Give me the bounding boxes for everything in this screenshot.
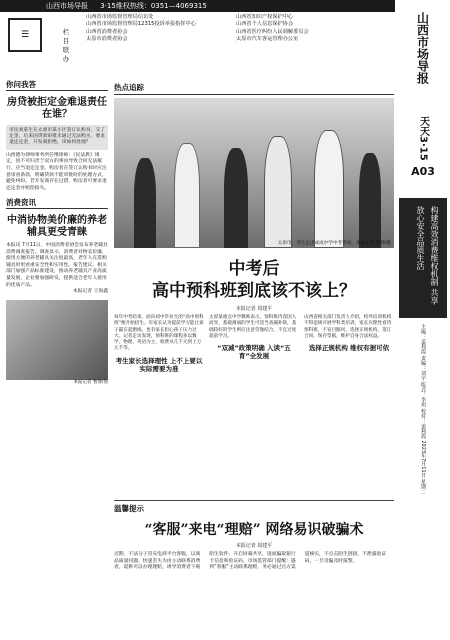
unit: 太原市消费者协会	[86, 36, 128, 43]
masthead-slogan: 天天3·15	[417, 116, 429, 161]
photo-credit: 本报记者 曹博/图	[73, 379, 108, 385]
bottom-article	[114, 500, 394, 572]
column-text: 山西省相关部门负责人介绍，校外培训机构不得违规开展学科类培训，家长应理性看待预科班，不盲目跟风，选择正规机构，签订合同，保存票据，维护自身合法权益。	[304, 315, 392, 339]
edit-info: 主编：姜利霞 责编：刘宇 版式：李玥 校对：姜利霞 2023年7月11日 星期二	[420, 323, 426, 494]
column-text: 每年中考结束，面向初中毕业生的“高中预科班”便开始招生。有家长认为提前学习能让孩子赢在起跑线，也有家长担心孩子压力过大。记者走访发现，预科班的课程多以数学、物理、英语为主，收费从几千元到上万元不等。	[114, 315, 204, 352]
section-head-qa: 你问我答	[6, 82, 108, 91]
unit: 山西省消费者协会	[86, 28, 128, 35]
section-head-hot: 热点追踪	[114, 82, 394, 95]
student-figure	[174, 143, 200, 248]
column-text: 太原某重点中学教师表示，预科班内容因人而异，基础薄弱的学生可适当查漏补缺，基础较好的学生则应注意劳逸结合，不宜过度超前学习。	[209, 315, 297, 339]
student-figure	[359, 153, 381, 248]
section-head-news: 消费资讯	[6, 200, 108, 209]
credit: 本报记者 王海鑫	[72, 289, 108, 295]
top-bar	[0, 0, 395, 12]
article-body-elderly: 本报讯 7月11日，中国消费者协会发布养老辅具消费调查报告。调查显示，消费者对物美价廉、使用方便的养老辅具关注度最高，老年人在选购辅具时更看重安全性和实用性。报告建议，相关部门加强产品标准建设，推动养老辅具产业高质量发展，企业要加强研发，提供适合老年人使用的优质产品。	[6, 242, 108, 288]
column-label: 栏目联办	[62, 28, 70, 63]
section-head-tips: 温馨提示	[114, 504, 144, 513]
page-number: A03	[411, 164, 435, 178]
slogan-box: 构建高效消费维权机制 共享放心安全品质生活	[399, 198, 447, 318]
student-figure	[264, 136, 292, 248]
article-columns	[114, 315, 394, 377]
headline-line1: 中考后	[228, 259, 280, 279]
byline: 本报记者 周建平	[235, 306, 273, 312]
masthead-title: 山西市场导报	[415, 12, 430, 84]
bottom-byline: 本报记者 周建平	[235, 543, 273, 549]
subhead: 选择正规机构 维权有据可依	[308, 344, 390, 353]
unit: 山西省市场监督管理局12315投诉举报指挥中心	[86, 21, 196, 28]
unit: 太原市汽车客运管理办公室	[236, 36, 299, 43]
student-figure	[314, 130, 344, 248]
bottom-headline: “客服”来电“理赔” 网络易识破骗术	[144, 522, 364, 538]
unit: 山西省市场监督管理局信访处	[86, 14, 154, 20]
co-organizers	[86, 14, 396, 44]
divider	[114, 500, 394, 501]
left-column	[6, 82, 108, 386]
elderly-photo	[6, 300, 108, 380]
main-column	[114, 82, 394, 377]
unit: 山西省医疗纠纷人民调解委员会	[236, 28, 309, 35]
headline-line2: 高中预科班到底该不该上？	[152, 281, 356, 301]
article-title-elderly: 中消协物美价廉的养老辅具更受青睐	[7, 214, 107, 238]
subhead: 考生家长选择理性 上不上要以实际需要为准	[115, 356, 203, 373]
hotline: 3·15维权热线：0351—4069315	[100, 2, 207, 10]
answer-text: 山西德为律师事务所任继律师：《民法典》规定，因不可归责于双方的事由导致合同无法履行，应当退还定金。购房者在签订认购书时应注意审查条款，明确贷款不能审批时的处理方式，避免纠纷。若开发商存在过错，购房者可要求退还定金并赔偿损失。	[6, 152, 107, 191]
subhead: “双减”政策明确 入读“五育”全发展	[217, 344, 291, 361]
unit: 山西省知识产权保护中心	[236, 14, 294, 20]
student-figure	[224, 148, 248, 248]
paper-name: 山西市场导报	[46, 2, 88, 10]
article-title-housing: 房贷被拒定金难退责任在谁？	[7, 96, 107, 120]
photo-caption: 太原市，考生走出成成中学中考考场。本报记者 曹博/摄	[277, 241, 391, 246]
question-box: 市民刘某生在太原市某小区签订认购书，交了定金，后来因贷款审批未通过无法购买，要求退还定金，开发商拒绝。该如何处理？	[6, 125, 108, 150]
unit: 山西省个人信息保护协会	[236, 21, 294, 28]
masthead-column	[396, 0, 450, 640]
column-logo	[8, 12, 44, 62]
exam-photo	[114, 98, 394, 248]
logo-mark-icon: ☰	[8, 18, 42, 52]
bottom-body: 近期，不法分子冒充电商平台客服，以商品质量问题、快递丢失为由主动联系消费者，谎称可以办理理赔，诱导消费者下载陌生软件、开启屏幕共享，进而骗取银行卡信息和验证码。市场监管部门提醒：遇到“客服”主动联系理赔，务必通过官方渠道核实，不点击陌生链接，不泄露验证码，一旦受骗及时报警。	[114, 552, 387, 571]
student-figure	[134, 158, 156, 248]
